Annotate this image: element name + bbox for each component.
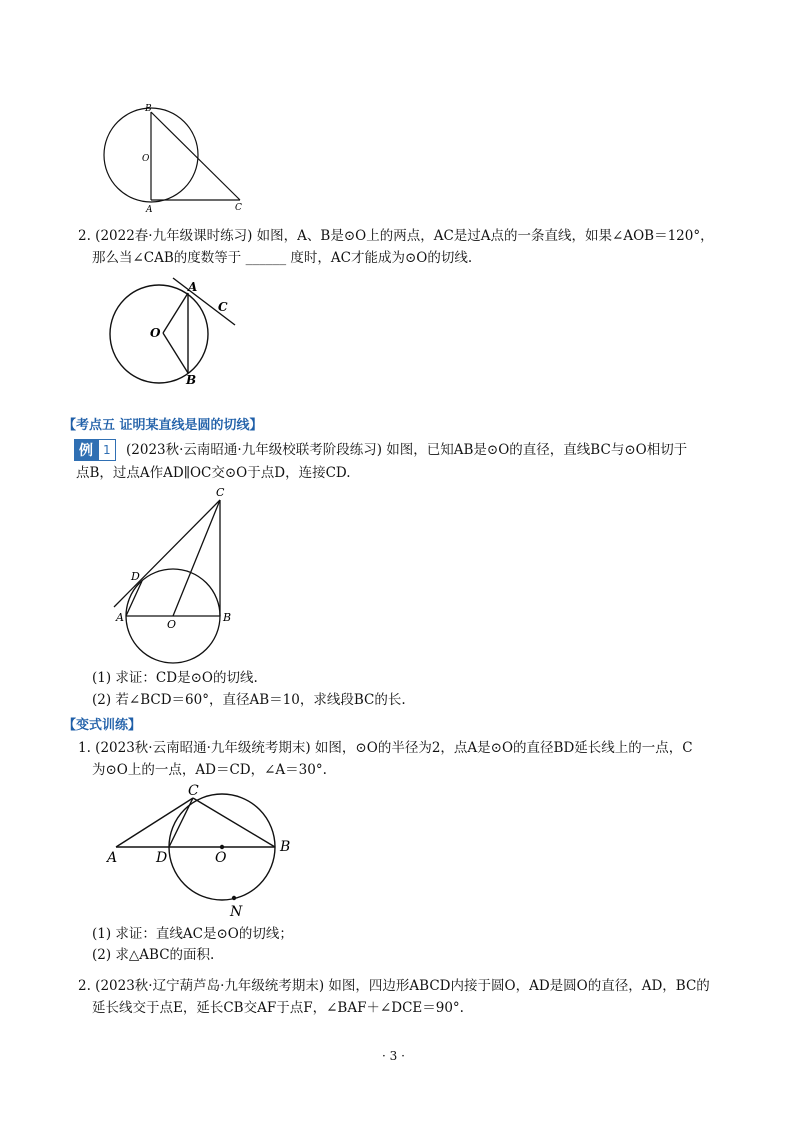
label-b: B xyxy=(186,373,197,387)
variation-title: 【变式训练】 xyxy=(63,718,142,733)
label-a: A xyxy=(188,280,198,294)
label-o: O xyxy=(167,618,177,631)
variation-1-question-1: (1) 求证：直线AC是⊙O的切线； xyxy=(92,926,293,942)
label-d: D xyxy=(131,570,140,583)
section-title: 【考点五 证明某直线是圆的切线】 xyxy=(63,418,263,433)
variation-1-line-2: 为⊙O上的一点，AD＝CD，∠A＝30°. xyxy=(92,762,327,778)
example-badge-label: 例 xyxy=(74,439,98,461)
label-c: C xyxy=(235,203,242,213)
problem-2-line-2: 那么当∠CAB的度数等于 ______ 度时，AC才能成为⊙O的切线. xyxy=(92,250,473,266)
problem-2-line-1: 2. (2022春·九年级课时练习) 如图，A、B是⊙O上的两点，AC是过A点的一条直线，如果∠AOB＝120°， xyxy=(78,228,714,244)
label-a: A xyxy=(116,611,124,624)
example-1-line-1: (2023秋·云南昭通·九年级校联考阶段练习) 如图，已知AB是⊙O的直径，直线BC与⊙O相切于 xyxy=(126,442,688,458)
example-1-question-2: (2) 若∠BCD＝60°，直径AB＝10，求线段BC的长. xyxy=(92,692,406,708)
example-badge-number: 1 xyxy=(98,439,116,461)
point-n xyxy=(232,896,236,900)
variation-2-line-2: 延长线交于点E，延长CB交AF于点F，∠BAF＋∠DCE＝90°. xyxy=(92,1000,464,1016)
label-d: D xyxy=(156,850,168,866)
page-number: · 3 · xyxy=(382,1049,405,1063)
label-c: C xyxy=(188,783,199,799)
label-b: B xyxy=(223,611,232,624)
label-a: A xyxy=(107,850,118,866)
label-o: O xyxy=(215,850,227,866)
line-cb xyxy=(193,798,275,847)
center-point-o xyxy=(220,845,224,849)
variation-1-question-2: (2) 求△ABC的面积. xyxy=(92,947,215,963)
example-1-question-1: (1) 求证：CD是⊙O的切线. xyxy=(92,670,258,686)
label-a: A xyxy=(146,205,153,215)
example-1-line-2: 点B，过点A作AD∥OC交⊙O于点D，连接CD. xyxy=(76,465,351,481)
label-n: N xyxy=(230,904,243,920)
variation-1-line-1: 1. (2023秋·云南昭通·九年级统考期末) 如图，⊙O的半径为2，点A是⊙O的直径BD延长线上的一点，C xyxy=(78,740,693,756)
label-c: C xyxy=(216,486,225,499)
label-b: B xyxy=(145,104,152,114)
label-o: O xyxy=(150,326,161,340)
label-b: B xyxy=(280,839,291,855)
label-c: C xyxy=(218,300,228,314)
label-o: O xyxy=(142,154,150,164)
variation-2-line-1: 2. (2023秋·辽宁葫芦岛·九年级统考期末) 如图，四边形ABCD内接于圆O，AD是圆O的直径，AD，BC的 xyxy=(78,978,710,994)
